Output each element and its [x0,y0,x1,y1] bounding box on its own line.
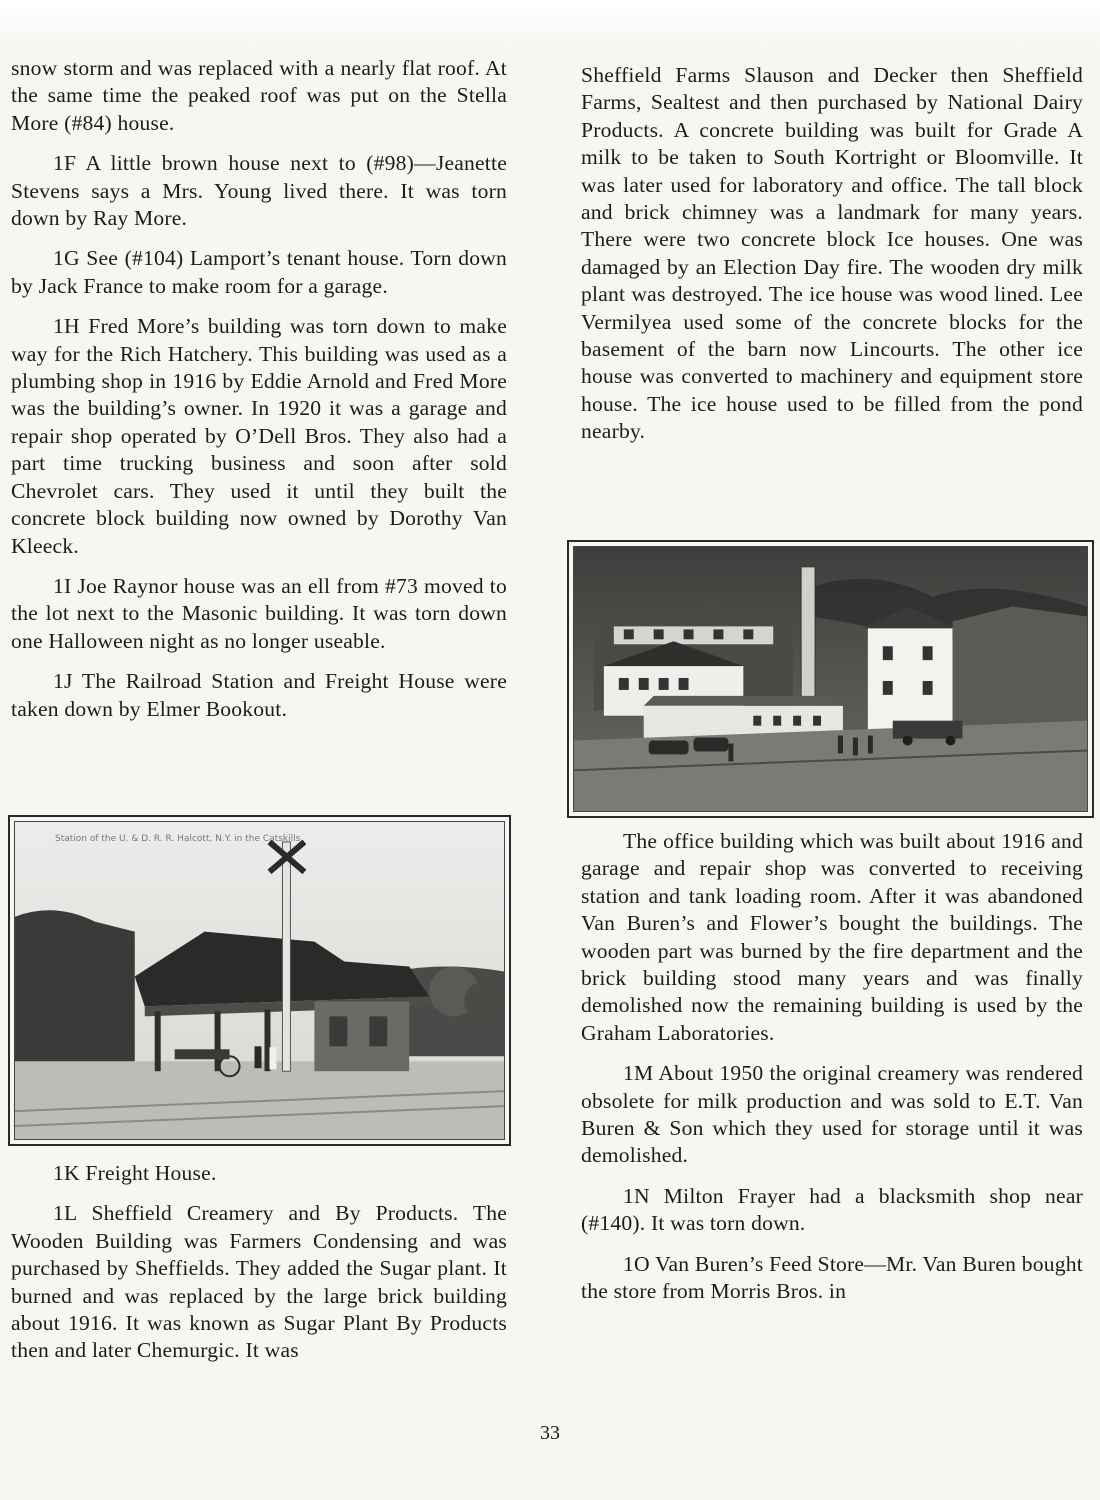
left-column [11,55,507,736]
paragraph-office-building: The office building which was built about 1916 and garage and repair shop was converted to receiving station and tank loading room. After it was abandoned Van Buren’s and Flower’s bought the buildings. The wooden part was burned by the fire department and the brick building stood many years and was finally demolished now the remaining building is used by the Graham Laboratories. [581,829,1083,1045]
creamery-photo [567,540,1094,818]
paragraph-1f: 1F A little brown house next to (#98)—Jeanette Stevens says a Mrs. Young lived there. It was torn down by Ray More. [11,151,507,231]
paragraph-1l: 1L Sheffield Creamery and By Products. The Wooden Building was Farmers Condensing and was purchased by Sheffields. They added the Sugar plant. It burned and was replaced by the large brick building about 1916. It was known as Sugar Plant By Products then and later Chemurgic. It was [11,1201,507,1363]
freight-house-photo-image [14,821,505,1140]
right-column [581,62,1083,459]
paragraph-1n: 1N Milton Frayer had a blacksmith shop near (#140). It was torn down. [581,1183,1083,1236]
paragraph-1i: 1I Joe Raynor house was an ell from #73 moved to the lot next to the Masonic building. It was torn down one Halloween night as no longer useable. [11,573,507,653]
paragraph-1o: 1O Van Buren’s Feed Store—Mr. Van Buren bought the store from Morris Bros. in [581,1251,1083,1304]
creamery-illustration [574,547,1087,811]
paragraph-1g: 1G See (#104) Lamport’s tenant house. Torn down by Jack France to make room for a garage. [11,246,507,298]
paragraph-1h: 1H Fred More’s building was torn down to make way for the Rich Hatchery. This building was used as a plumbing shop in 1916 by Eddie Arnold and Fred More was the building’s owner. In 1920 it was a garage and repair shop operated by O’Dell Bros. They also had a part time trucking business and soon after sold Chevrolet cars. They used it until they built the concrete block building now owned by Dorothy Van Kleeck. [11,314,507,558]
paragraph-snow-storm: snow storm and was replaced with a nearly flat roof. At the same time the peaked roof was put on the Stella More (#84) house. [11,56,507,135]
paragraph-1k: 1K Freight House. [53,1161,217,1185]
freight-photo-caption: Station of the U. & D. R. R. Halcott, N.Y. in the Catskills [55,834,301,844]
paragraph-sheffield-farms: Sheffield Farms Slauson and Decker then Sheffield Farms, Sealtest and then purchased by National Dairy Products. A concrete building was built for Grade A milk to be taken to South Kortright or Bloomville. It was later used for laboratory and office. The tall block and brick chimney was a landmark for many years. There were two concrete block Ice houses. One was damaged by an Election Day fire. The wooden dry milk plant was destroyed. The ice house was wood lined. Lee Vermilyea used some of the concrete blocks for the basement of the barn now Lincourts. The other ice house was converted to machinery and equipment store house. The ice house used to be filled from the pond nearby. [581,63,1083,444]
page-number: 33 [540,1422,560,1444]
paragraph-1j: 1J The Railroad Station and Freight House were taken down by Elmer Bookout. [11,669,507,721]
left-column-lower [11,1160,507,1378]
paragraph-1m: 1M About 1950 the original creamery was rendered obsolete for milk production and was sold to E.T. Van Buren & Son which they used for storage until it was demolished. [581,1061,1083,1168]
freight-house-photo [8,815,511,1146]
creamery-photo-image [573,546,1088,812]
scan-edge [0,0,1100,48]
freight-house-illustration [15,822,504,1139]
right-column-lower [581,828,1083,1319]
